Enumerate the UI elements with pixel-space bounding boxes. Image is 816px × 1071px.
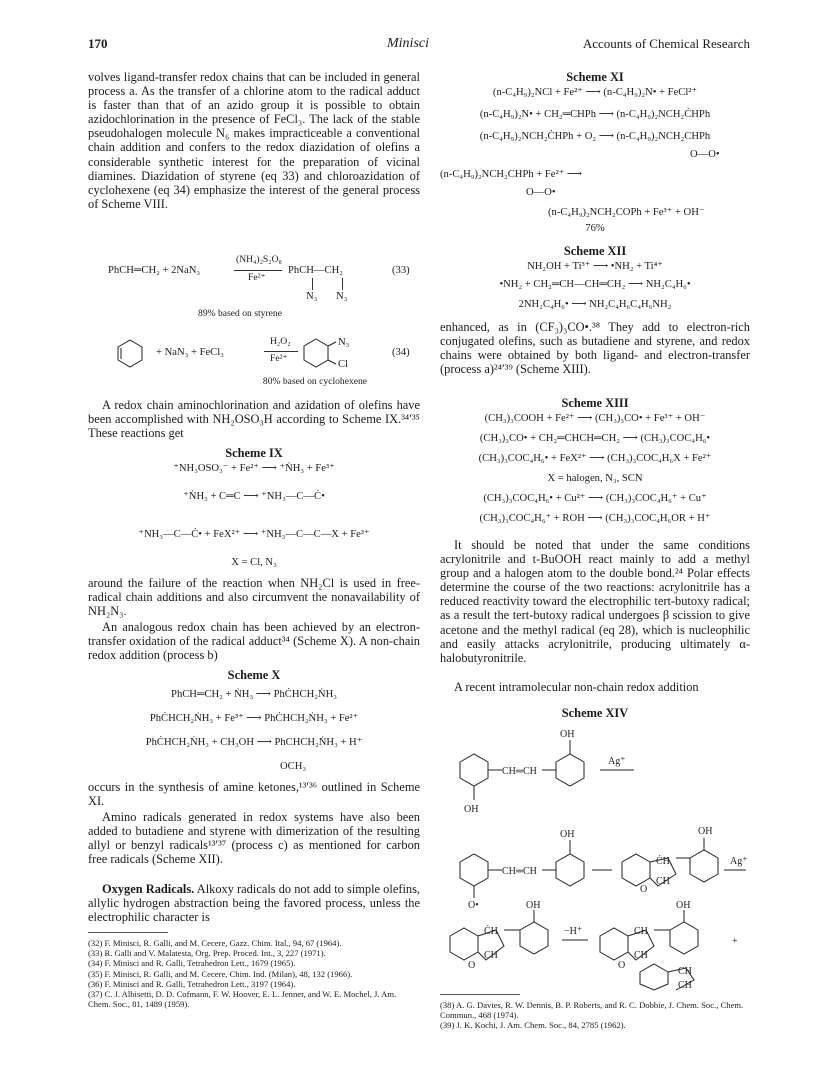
scheme-x-methoxy: OCH₃ xyxy=(280,761,307,772)
cyclohexene-ring xyxy=(116,338,144,368)
eq33-lhs: PhCH═CH₂ + 2NaN₃ xyxy=(108,265,201,276)
scheme-x-reaction-1: PhCH═CH₂ + ṄH₃ ⟶ PhĊHCH₂ṄH₃ xyxy=(171,689,337,700)
oxygen-radicals-text: Alkoxy radicals do not add to simple olefins, allylic hydrogen abstraction being the favored process, unless the electrophilic character is xyxy=(88,882,420,925)
ch-label-4: CH xyxy=(634,950,648,961)
footnote-36: (36) F. Minisci and R. Galli, Tetrahedron Lett., 3197 (1964). xyxy=(88,978,296,989)
scheme-xi-reaction-1: (n-C₄H₉)₂NCl + Fe²⁺ ⟶ (n-C₄H₉)₂N• + FeCl²⁺ xyxy=(492,87,698,98)
paragraph-intro: volves ligand-transfer redox chains that can be included in general process a. As the transfer of a chlorine atom to the radical adduct is faster than that of an azido group it is possible to obtain azidochlorination in the presence of FeCl₃. The lack of the stable pseudohalogen molecule N₆ makes impracticeable a conventional chain addition and confers to the redox diazidation of olefins a considerable synthetic interest for the preparation of vicinal diamines. Diazidation of styrene (eq 33) and chloroazidation of cyclohexene (eq 34) emphasize the interest of the general process of Scheme VIII. xyxy=(88,70,420,211)
scheme-xiii-title: Scheme XIII xyxy=(561,396,629,410)
eq33-catalyst: Fe²⁺ xyxy=(248,272,266,283)
scheme-xi-peroxy-2: O—O• xyxy=(526,187,556,198)
eq34-arrow xyxy=(264,351,298,352)
paragraph-electron-transfer: An analogous redox chain has been achieved by an electron-transfer oxidation of the radical adduct³⁴ (Scheme X). A non-chain redox addition (process b) xyxy=(88,620,420,663)
oh-label-1: OH xyxy=(560,729,575,740)
ch-label-2: CH xyxy=(484,950,498,961)
footnotes-right xyxy=(440,1000,750,1031)
scheme-xii-reaction-2: •NH₂ + CH₂═CH—CH═CH₂ ⟶ NH₂C₄H₆• xyxy=(499,279,691,290)
proton-loss: −H⁺ xyxy=(564,926,583,937)
scheme-xii-title: Scheme XII xyxy=(563,244,627,258)
scheme-xi-yield: 76% xyxy=(585,223,605,234)
footnote-37: (37) C. J. Albisetti, D. D. Cofmann, F. W. Hoover, E. L. Jenner, and W. E. Mochel, J. Am. Chem. Soc., 81, 1489 (1959). xyxy=(88,989,397,1010)
scheme-xi-title: Scheme XI xyxy=(566,70,624,84)
footnote-38: (38) A. G. Davies, R. W. Dennis, B. P. Roberts, and R. C. Dobbie, J. Chem. Soc., Chem. Commun., 468 (1974). xyxy=(440,1000,744,1021)
footnote-39: (39) J. K. Kochi, J. Am. Chem. Soc., 84, 2785 (1962). xyxy=(440,1020,626,1031)
benzyl-radical-label: ĊH xyxy=(656,856,670,867)
eq33-n3-left: N₃ xyxy=(306,291,318,302)
scheme-xiii-reaction-2: (CH₃)₃CO• + CH₂═CHCH═CH₂ ⟶ (CH₃)₃COC₄H₆• xyxy=(479,433,711,444)
scheme-x-reaction-2: PhĊHCH₂ṄH₃ + Fe³⁺ ⟶ PhĊHCH₂ṄH₃ + Fe²⁺ xyxy=(149,713,359,724)
scheme-ix-reaction-1: ⁺NH₃OSO₃⁻ + Fe²⁺ ⟶ ⁺ṄH₃ + Fe³⁺ xyxy=(173,463,335,474)
footnote-rule-right xyxy=(440,994,520,995)
section-heading-oxygen-radicals: Oxygen Radicals. xyxy=(102,882,195,896)
oh-label-4: OH xyxy=(698,826,713,837)
scheme-xiii-reaction-5: (CH₃)₃COC₄H₆⁺ + ROH ⟶ (CH₃)₃COC₄H₆OR + H⁺ xyxy=(479,513,711,524)
paragraph-oxygen-radicals xyxy=(88,882,420,924)
paragraph-nh2cl: around the failure of the reaction when NH₂Cl is used in free-radical chain additions and also circumvent the nonavailability of NH₂N₃. xyxy=(88,576,420,619)
oh-label-5: OH xyxy=(526,900,541,911)
paragraph-intramolecular: A recent intramolecular non-chain redox addition xyxy=(454,680,699,694)
eq33-yield: 89% based on styrene xyxy=(198,308,282,319)
scheme-xi-reaction-2: (n-C₄H₉)₂N• + CH₂═CHPh ⟶ (n-C₄H₉)₂NCH₂ĊHPh xyxy=(479,109,711,120)
oh-label-3: OH xyxy=(560,829,575,840)
o-label-2: O xyxy=(468,960,476,971)
o-label-3: O xyxy=(618,960,626,971)
eq34-number: (34) xyxy=(392,347,410,358)
carbocation-label: ĊH xyxy=(484,926,498,937)
scheme-ix-title: Scheme IX xyxy=(225,446,283,460)
footnote-33: (33) R. Galli and V. Malatesta, Org. Prep. Proced. Int., 3, 227 (1971). xyxy=(88,948,326,959)
scheme-xiv-structures xyxy=(440,722,760,992)
ch-label-3: CH xyxy=(634,926,648,937)
plus-sign: + xyxy=(732,936,738,947)
eq34-yield: 80% based on cyclohexene xyxy=(262,376,368,387)
eq33-arrow xyxy=(234,270,282,271)
running-title: Minisci xyxy=(387,36,429,51)
scheme-ix-reaction-2: ⁺ṄH₃ + C═C ⟶ ⁺NH₃—C—Ċ• xyxy=(183,491,325,502)
silver-reagent-2: Ag⁺ xyxy=(730,856,748,867)
ch-label-5: CH xyxy=(678,966,692,977)
paragraph-fluoroalkoxy: enhanced, as in (CF₃)₃CO•.³⁸ They add to electron-rich conjugated olefins, such as butadiene and styrene, and redox chains were obtained by both ligand- and electron-transfer (process a)²⁴ʹ³⁹ (Scheme XIII). xyxy=(440,320,750,377)
paragraph-amine-ketones: occurs in the synthesis of amine ketones,¹³ʹ³⁶ outlined in Scheme XI. xyxy=(88,780,420,809)
eq34-reagent: H₂O₂ xyxy=(270,336,291,347)
eq34-cl: Cl xyxy=(338,359,349,370)
eq34-n3: N₃ xyxy=(338,337,350,348)
scheme-xi-reaction-4: (n-C₄H₉)₂NCH₂CHPh + Fe²⁺ ⟶ xyxy=(440,169,583,180)
scheme-xi-peroxy-1: O—O• xyxy=(690,149,720,160)
eq33-reagent: (NH₄)₂S₂O₈ xyxy=(236,254,282,265)
eq33-product: PhCH—CH₂ xyxy=(288,265,343,276)
scheme-xii-reaction-1: NH₂OH + Ti³⁺ ⟶ •NH₂ + Ti⁴⁺ xyxy=(527,261,663,272)
silver-reagent-1: Ag⁺ xyxy=(608,756,626,767)
scheme-xiii-reaction-3: (CH₃)₃COC₄H₆• + FeX²⁺ ⟶ (CH₃)₃COC₄H₆X + Fe²⁺ xyxy=(478,453,712,464)
scheme-ix-reaction-3: ⁺NH₃—C—Ċ• + FeX²⁺ ⟶ ⁺NH₃—C—C—X + Fe³⁺ xyxy=(138,529,370,540)
paragraph-acrylonitrile: It should be noted that under the same conditions acrylonitrile and t-BuOOH react mainly to add a methyl group and a halogen atom to the double bond.²⁴ Polar effects determine the course of the two reactions: acrylonitrile has a reduced reactivity toward the electrophilic tert-butoxy radical; as a result the tert-butoxy radical undergoes β scission to give acetone and the methyl radical (eq 28), which is nucleophilic and easily attacks acrylonitrile, producing ultimately α-halobutyronitrile. xyxy=(440,538,750,665)
scheme-xiii-x-definition: X = halogen, N₃, SCN xyxy=(547,473,643,484)
scheme-x-title: Scheme X xyxy=(227,668,281,682)
footnote-34: (34) F. Minisci and R. Galli, Tetrahedron Lett., 1679 (1965). xyxy=(88,958,296,969)
footnotes-left xyxy=(88,938,420,1009)
scheme-xii-reaction-3: 2NH₂C₄H₆• ⟶ NH₂C₄H₆C₄H₆NH₂ xyxy=(518,299,672,310)
eq34-lhs: + NaN₃ + FeCl₃ xyxy=(156,347,224,358)
ch-label-1: CH xyxy=(656,876,670,887)
paragraph-amino-radicals: Amino radicals generated in redox systems have also been added to butadiene and styrene with dimerization of the resulting allyl or benzyl radicals¹³ʹ³⁷ (process c) as mentioned for carbon free radicals (Scheme XII). xyxy=(88,810,420,867)
oh-label-6: OH xyxy=(676,900,691,911)
o-label-1: O xyxy=(640,884,648,895)
eq33-bond-left xyxy=(312,278,313,290)
scheme-xiii-reaction-1: (CH₃)₃COOH + Fe²⁺ ⟶ (CH₃)₃CO• + Fe³⁺ + OH⁻ xyxy=(484,413,706,424)
scheme-xi-reaction-3: (n-C₄H₉)₂NCH₂ĊHPh + O₂ ⟶ (n-C₄H₉)₂NCH₂CHPh xyxy=(479,131,711,142)
scheme-x-reaction-3: PhĊHCH₂ṄH₃ + CH₃OH ⟶ PhCHCH₂ṄH₃ + H⁺ xyxy=(145,737,363,748)
footnote-32: (32) F. Minisci, R. Galli, and M. Cecere, Gazz. Chim. Ital., 94, 67 (1964). xyxy=(88,938,342,948)
journal-name: Accounts of Chemical Research xyxy=(582,36,750,51)
footnote-rule-left xyxy=(88,932,168,933)
eq33-bond-right xyxy=(342,278,343,290)
oh-label-2: OH xyxy=(464,804,479,815)
scheme-ix-x-definition: X = Cl, N₃ xyxy=(231,557,277,568)
eq34-catalyst: Fe²⁺ xyxy=(270,353,288,364)
scheme-xiv-title: Scheme XIV xyxy=(561,706,629,720)
footnote-35: (35) F. Minisci, R. Galli, and M. Cecere, Chim. Ind. (Milan), 48, 132 (1966). xyxy=(88,968,353,979)
vinyl-linker-1: CH═CH xyxy=(502,766,537,777)
vinyl-linker-2: CH═CH xyxy=(502,866,537,877)
chloroazide-ring xyxy=(302,336,338,370)
paragraph-aminochlorination: A redox chain aminochlorination and azidation of olefins have been accomplished with NH₂OSO₃H according to Scheme IX.³⁴ʹ³⁵ These reactions get xyxy=(88,398,420,441)
phenoxy-radical-label: O• xyxy=(468,900,479,911)
ch-label-6: CH xyxy=(678,980,692,991)
eq33-n3-right: N₃ xyxy=(336,291,348,302)
page-number: 170 xyxy=(88,36,108,51)
scheme-xiii-reaction-4: (CH₃)₃COC₄H₆• + Cu²⁺ ⟶ (CH₃)₃COC₄H₆⁺ + Cu⁺ xyxy=(483,493,707,504)
eq33-number: (33) xyxy=(392,265,410,276)
scheme-xi-reaction-5: (n-C₄H₉)₂NCH₂COPh + Fe³⁺ + OH⁻ xyxy=(548,207,705,218)
